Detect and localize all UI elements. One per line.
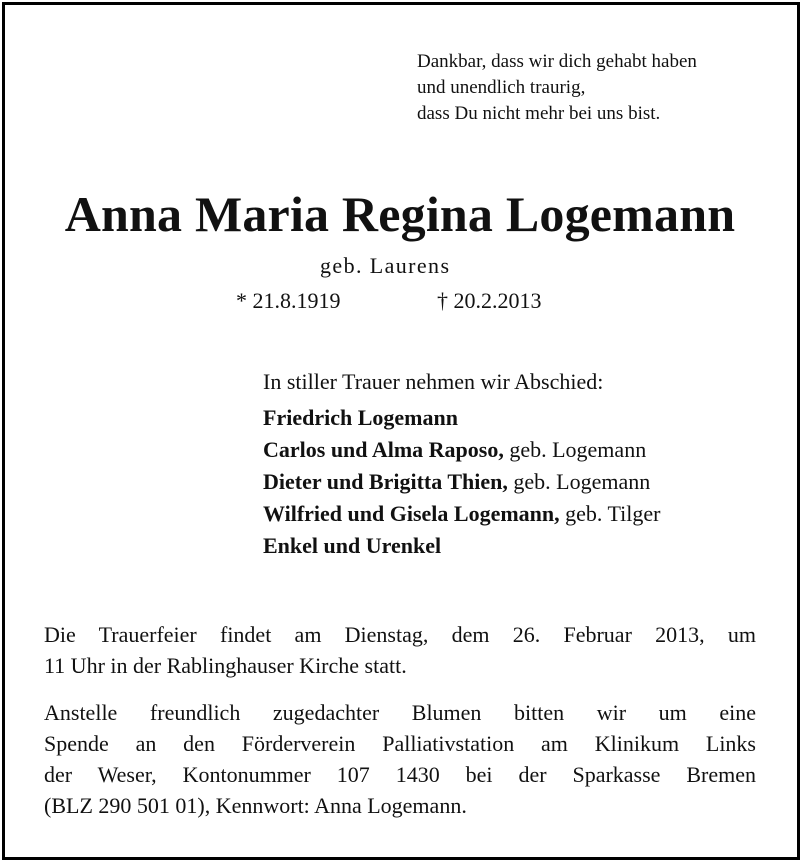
birth-date: * 21.8.1919 [236,288,341,313]
donation-line: (BLZ 290 501 01), Kennwort: Anna Logemann. [44,793,467,818]
mourner-names: Carlos und Alma Raposo, [263,437,504,462]
quote-line: dass Du nicht mehr bei uns bist. [417,103,661,124]
mourner-entry [263,498,661,530]
funeral-line: 11 Uhr in der Rablinghauser Kirche statt. [44,653,407,678]
mourner-birth-name: geb. Logemann [503,437,647,462]
mourner-entry [263,530,661,562]
deceased-name: Anna Maria Regina Logemann [64,186,736,242]
quote-line: Dankbar, dass wir dich gehabt haben [417,51,697,72]
mourner-birth-name: geb. Tilger [559,501,661,526]
mourners-block [263,366,661,562]
donation-line: Spende an den Förderverein Palliativstation am Klinikum Links [44,731,756,756]
mourner-birth-name: geb. Logemann [507,469,651,494]
donation-line: Anstelle freundlich zugedachter Blumen bitten wir um eine [44,700,756,725]
donation-paragraph [44,697,756,821]
mourner-names: Enkel und Urenkel [263,533,442,558]
funeral-line: Die Trauerfeier findet am Dienstag, dem 26. Februar 2013, um [44,622,756,647]
mourner-names: Wilfried und Gisela Logemann, [263,501,560,526]
death-date: † 20.2.2013 [437,288,542,313]
mourner-entry [263,434,661,466]
birth-name: geb. Laurens [320,253,451,278]
mourners-intro: In stiller Trauer nehmen wir Abschied: [263,369,604,394]
mourner-names: Friedrich Logemann [263,405,458,430]
funeral-paragraph [44,619,756,681]
donation-line: der Weser, Kontonummer 107 1430 bei der Sparkasse Bremen [44,762,756,787]
memorial-quote [417,49,697,127]
quote-line: und unendlich traurig, [417,77,586,98]
mourner-entry [263,402,661,434]
mourner-names: Dieter und Brigitta Thien, [263,469,508,494]
mourner-entry [263,466,661,498]
